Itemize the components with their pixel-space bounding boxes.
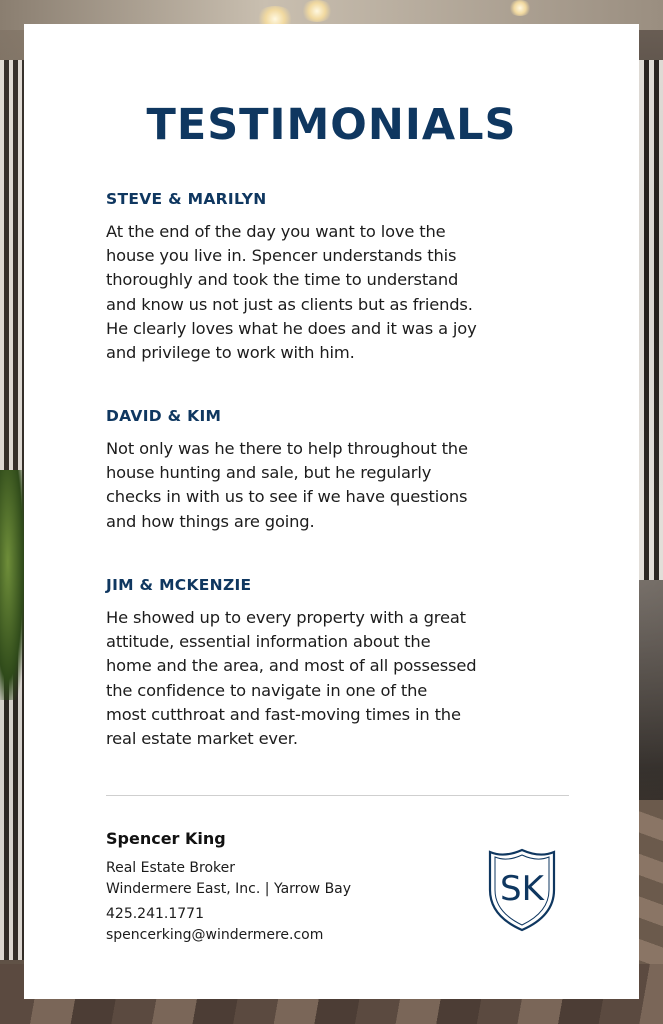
quote-line: the confidence to navigate in one of the xyxy=(106,680,428,700)
quote-line: house hunting and sale, but he regularly xyxy=(106,463,432,483)
quote-line: thoroughly and took the time to understand xyxy=(106,270,459,290)
testimonial-author: JIM & MCKENZIE xyxy=(106,576,252,594)
page-title: TESTIMONIALS xyxy=(146,100,517,150)
testimonial-item xyxy=(106,190,516,365)
testimonial-author: DAVID & KIM xyxy=(106,407,222,425)
divider xyxy=(106,795,569,796)
quote-line: He showed up to every property with a great xyxy=(106,608,466,627)
quote-line: He clearly loves what he does and it was a joy xyxy=(106,318,477,338)
ceiling-light xyxy=(508,0,532,16)
quote-line: and how things are going. xyxy=(106,511,315,531)
quote-line: and know us not just as clients but as friends. xyxy=(106,294,473,314)
quote-line: Not only was he there to help throughout the xyxy=(106,439,468,458)
quote-line: most cutthroat and fast-moving times in the xyxy=(106,704,461,724)
testimonial-author: STEVE & MARILYN xyxy=(106,190,267,208)
testimonial-quote xyxy=(106,220,516,365)
testimonial-item xyxy=(106,576,516,751)
quote-line: real estate market ever. xyxy=(106,729,298,749)
contact-block xyxy=(106,829,426,946)
testimonial-quote xyxy=(106,606,516,751)
quote-line: checks in with us to see if we have questions xyxy=(106,487,468,507)
quote-line: home and the area, and most of all possessed xyxy=(106,656,477,676)
plant xyxy=(0,470,26,700)
stair-railing-right xyxy=(639,60,663,580)
testimonial-item xyxy=(106,407,516,534)
agent-name: Spencer King xyxy=(106,829,226,848)
quote-line: and privilege to work with him. xyxy=(106,343,355,363)
logo-monogram: SK xyxy=(500,869,544,909)
quote-line: At the end of the day you want to love the xyxy=(106,222,446,241)
agent-email[interactable]: spencerking@windermere.com xyxy=(106,927,324,943)
agent-phone[interactable]: 425.241.1771 xyxy=(106,906,204,922)
testimonial-card xyxy=(24,24,639,999)
agent-role: Real Estate Broker xyxy=(106,860,235,876)
testimonial-quote xyxy=(106,437,516,534)
quote-line: attitude, essential information about the xyxy=(106,632,431,652)
quote-line: house you live in. Spencer understands this xyxy=(106,246,457,266)
ceiling-light xyxy=(300,0,334,22)
shield-monogram-icon xyxy=(482,846,562,934)
agent-company: Windermere East, Inc. | Yarrow Bay xyxy=(106,881,352,897)
